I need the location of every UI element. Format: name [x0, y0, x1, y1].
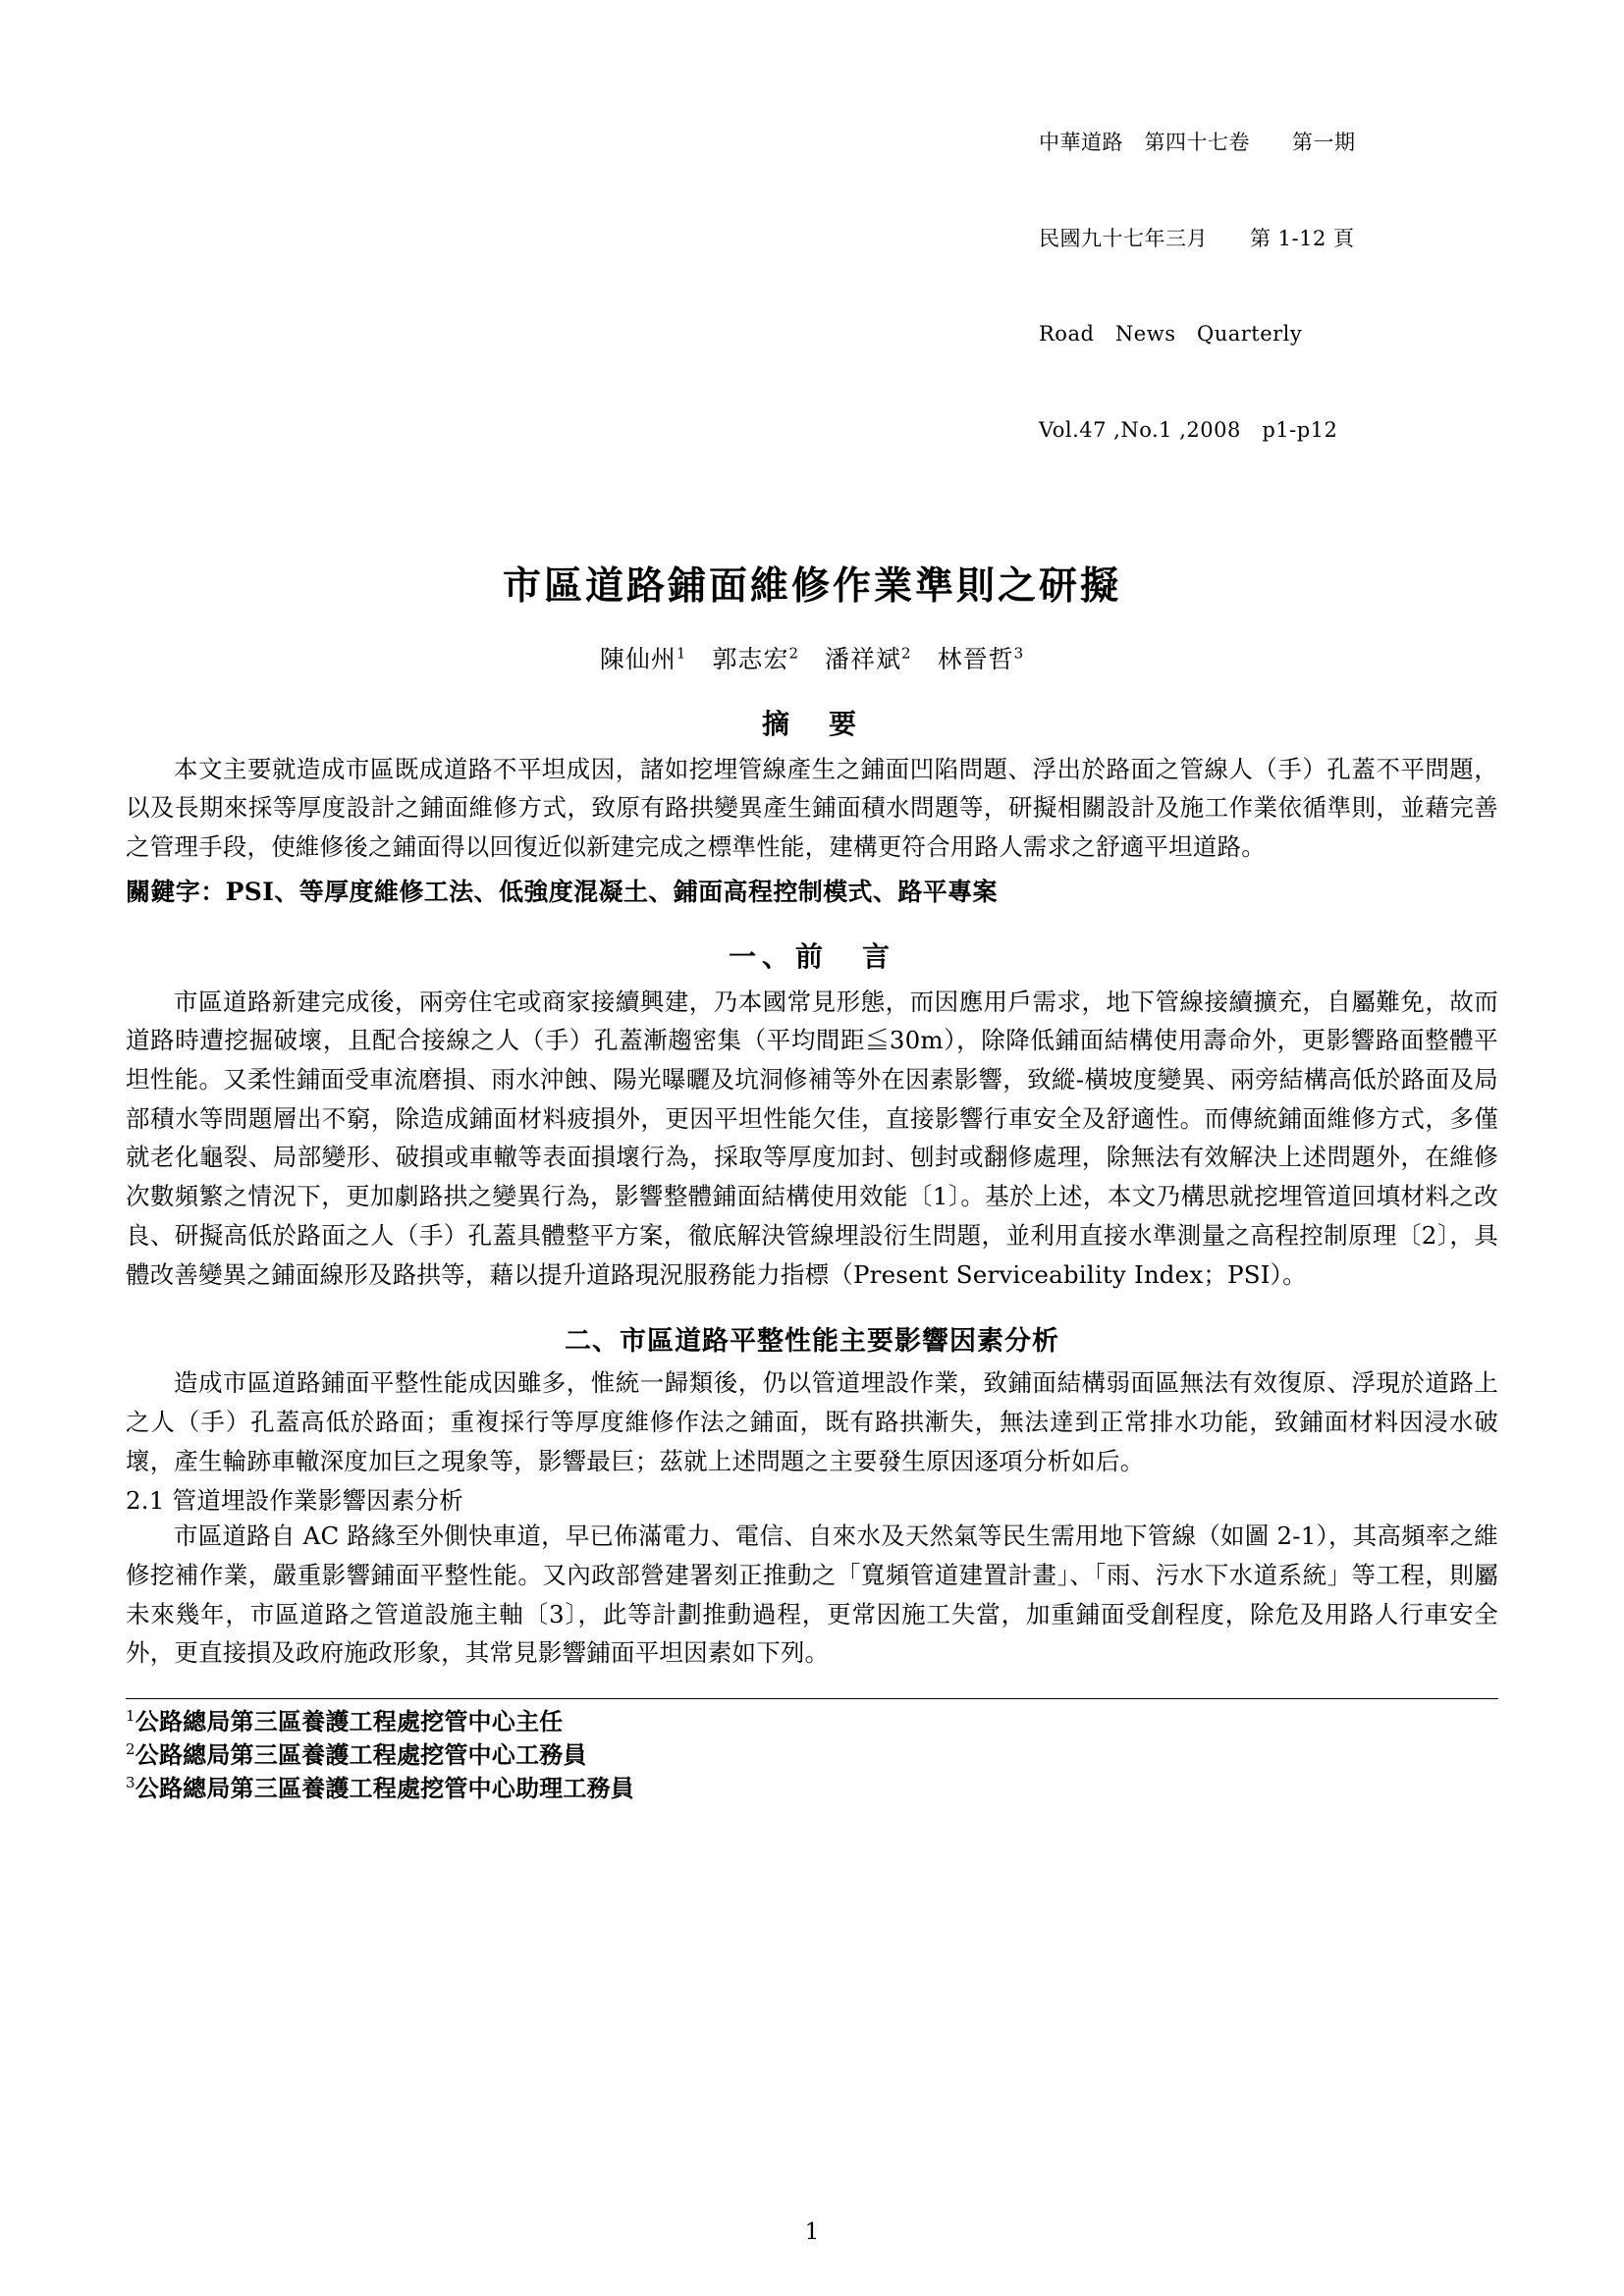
footnote-1: [126, 1705, 1498, 1738]
journal-volume-line: 中華道路 第四十七卷 第一期: [1039, 131, 1356, 155]
section-1-body: 市區道路新建完成後，兩旁住宅或商家接續興建，乃本國常見形態，而因應用戶需求，地下管線接續擴充，自屬難免，故而道路時遭挖掘破壞，且配合接線之人（手）孔蓋漸趨密集（平均間距≦30m），除降低鋪面結構使用壽命外，更影響路面整體平坦性能。又柔性鋪面受車流磨損、雨水沖蝕、陽光曝曬及坑洞修補等外在因素影響，致縱-橫坡度變異、兩旁結構高低於路面及局部積水等問題層出不窮，除造成鋪面材料疲損外，更因平坦性能欠佳，直接影響行車安全及舒適性。而傳統鋪面維修方式，多僅就老化龜裂、局部變形、破損或車轍等表面損壞行為，採取等厚度加封、刨封或翻修處理，除無法有效解決上述問題外，在維修次數頻繁之情況下，更加劇路拱之變異行為，影響整體鋪面結構使用效能〔1〕。基於上述，本文乃構思就挖埋管道回填材料之改良、研擬高低於路面之人（手）孔蓋具體整平方案，徹底解決管線埋設衍生問題，並利用直接水準測量之高程控制原理〔2〕，具體改善變異之鋪面線形及路拱等，藉以提升道路現況服務能力指標（Present Serviceability Index；PSI）。: [126, 987, 1498, 1289]
journal-header: [1039, 63, 1498, 510]
author-1-affiliation-marker: 1: [676, 644, 687, 663]
section-2-1-body: 市區道路自 AC 路緣至外側快車道，早已佈滿電力、電信、自來水及天然氣等民生需用地下管線（如圖 2-1），其高頻率之維修挖補作業，嚴重影響鋪面平整性能。又內政部營建署刻正推動之「寬頻管道建置計畫」、「雨、污水下水道系統」等工程，則屬未來幾年，市區道路之管道設施主軸〔3〕，此等計劃推動過程，更常因施工失當，加重鋪面受創程度，除危及用路人行車安全外，更直接損及政府施政形象，其常見影響鋪面平坦因素如下列。: [126, 1522, 1498, 1668]
footnote-3-marker: 3: [126, 1774, 135, 1792]
abstract-body: 本文主要就造成市區既成道路不平坦成因，諸如挖埋管線產生之鋪面凹陷問題、浮出於路面之管線人（手）孔蓋不平問題，以及長期來採等厚度設計之鋪面維修方式，致原有路拱變異產生鋪面積水問題等，研擬相關設計及施工作業依循準則，並藉完善之管理手段，使維修後之鋪面得以回復近似新建完成之標準性能，建構更符合用路人需求之舒適平坦道路。: [126, 754, 1498, 862]
author-2-name: 郭志宏: [712, 644, 789, 673]
footnote-2-text: 公路總局第三區養護工程處挖管中心工務員: [135, 1740, 587, 1770]
section-2-body: 造成市區道路鋪面平整性能成因雖多，惟統一歸類後，仍以管道埋設作業，致鋪面結構弱面區無法有效復原、浮現於道路上之人（手）孔蓋高低於路面；重複採行等厚度維修作法之鋪面，既有路拱漸失，無法達到正常排水功能，致鋪面材料因浸水破壞，產生輪跡車轍深度加巨之現象等，影響最巨；茲就上述問題之主要發生原因逐項分析如后。: [126, 1368, 1498, 1475]
author-2-affiliation-marker: 2: [788, 644, 799, 663]
footnote-3: [126, 1772, 1498, 1805]
page-number: 1: [804, 2219, 820, 2245]
author-3-affiliation-marker: 2: [901, 644, 912, 663]
abstract-heading: 摘 要: [761, 707, 862, 740]
author-3-name: 潘祥斌: [825, 644, 902, 673]
journal-name-line: Road News Quarterly: [1039, 322, 1303, 347]
author-1-name: 陳仙州: [599, 644, 677, 673]
footnote-3-text: 公路總局第三區養護工程處挖管中心助理工務員: [135, 1774, 634, 1803]
author-4-name: 林晉哲: [937, 644, 1014, 673]
section-1-heading: 一、前 言: [728, 939, 895, 973]
footnote-divider: [126, 1698, 1498, 1699]
footnote-1-text: 公路總局第三區養護工程處挖管中心主任: [135, 1707, 564, 1736]
author-4-affiliation-marker: 3: [1013, 644, 1025, 663]
section-2-1-heading: 2.1 管道埋設作業影響因素分析: [126, 1486, 463, 1516]
page-title: 市區道路鋪面維修作業準則之研擬: [502, 562, 1121, 609]
author-list: [126, 640, 1498, 675]
journal-date-line: 民國九十七年三月 第 1-12 頁: [1039, 226, 1355, 250]
section-2-heading: 二、市區道路平整性能主要影響因素分析: [565, 1326, 1059, 1358]
journal-vol-en-line: Vol.47 ,No.1 ,2008 p1-p12: [1039, 418, 1338, 443]
footnote-2: [126, 1738, 1498, 1772]
footnote-list: [126, 1705, 1498, 1805]
footnote-2-marker: 2: [126, 1740, 135, 1759]
keywords-line: 關鍵字：PSI、等厚度維修工法、低強度混凝土、鋪面高程控制模式、路平專案: [126, 877, 998, 906]
footnote-1-marker: 1: [126, 1707, 135, 1726]
